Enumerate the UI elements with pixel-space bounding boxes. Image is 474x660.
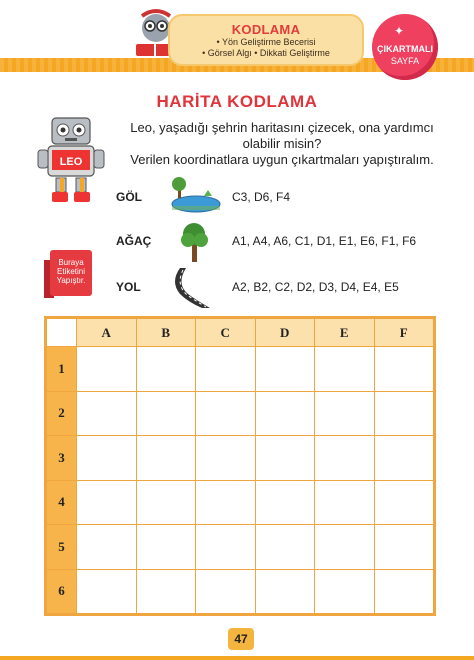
tag-line-2: Etiketini	[56, 267, 85, 276]
legend-coords: A2, B2, C2, D2, D3, D4, E4, E5	[232, 280, 399, 294]
legend-label: YOL	[116, 280, 141, 294]
grid-cell[interactable]	[255, 436, 315, 481]
row-header: 2	[47, 391, 77, 436]
column-header: E	[315, 319, 375, 347]
page-title: HARİTA KODLAMA	[156, 92, 318, 111]
legend-label: AĞAÇ	[116, 234, 152, 248]
column-header: A	[77, 319, 137, 347]
grid-cell[interactable]	[136, 569, 196, 614]
footer-stripe	[0, 656, 474, 660]
instruction-line-1: Leo, yaşadığı şehrin haritasını çizecek, ona yardımcı	[130, 120, 434, 135]
column-header: F	[374, 319, 434, 347]
grid-cell[interactable]	[374, 436, 434, 481]
header-subtitle-1: • Yön Geliştirme Becerisi	[216, 37, 316, 47]
grid-cell[interactable]	[255, 569, 315, 614]
road-icon	[164, 266, 224, 310]
grid-cell[interactable]	[77, 569, 137, 614]
header-banner	[168, 14, 364, 66]
column-header: B	[136, 319, 196, 347]
grid-row	[47, 480, 434, 525]
grid-cell[interactable]	[136, 391, 196, 436]
grid-cell[interactable]	[196, 391, 256, 436]
legend-row-lake	[112, 176, 442, 220]
column-header: C	[196, 319, 256, 347]
grid-cell[interactable]	[374, 525, 434, 570]
grid-cell[interactable]	[315, 347, 375, 392]
tree-icon	[164, 220, 224, 264]
grid-row	[47, 347, 434, 392]
page-number: 47	[228, 628, 254, 650]
row-header: 3	[47, 436, 77, 481]
grid-cell[interactable]	[255, 347, 315, 392]
grid-cell[interactable]	[374, 480, 434, 525]
sticker-title: ÇIKARTMALI	[377, 44, 433, 54]
instruction-line-3: Verilen koordinatlara uygun çıkartmaları yapıştıralım.	[130, 152, 434, 167]
tag-line-3: Yapıştır.	[56, 276, 86, 285]
grid-cell[interactable]	[136, 480, 196, 525]
grid-cell[interactable]	[77, 391, 137, 436]
grid-cell[interactable]	[77, 525, 137, 570]
grid-cell[interactable]	[255, 480, 315, 525]
header-title: KODLAMA	[231, 22, 301, 37]
paste-label-tag	[50, 250, 92, 296]
legend-label: GÖL	[116, 190, 142, 204]
row-header: 5	[47, 525, 77, 570]
legend-coords: C3, D6, F4	[232, 190, 291, 204]
robot-leo-icon	[36, 116, 106, 208]
grid-cell[interactable]	[315, 525, 375, 570]
lake-icon	[164, 176, 224, 220]
grid-cell[interactable]	[196, 347, 256, 392]
grid-cell[interactable]	[77, 480, 137, 525]
grid-cell[interactable]	[374, 347, 434, 392]
grid-cell[interactable]	[196, 436, 256, 481]
grid-cell[interactable]	[196, 569, 256, 614]
coordinate-table	[46, 318, 434, 614]
sparkle-icon: ✦	[394, 24, 405, 38]
grid-cell[interactable]	[136, 436, 196, 481]
column-header-row	[47, 319, 434, 347]
row-header: 4	[47, 480, 77, 525]
grid-cell[interactable]	[196, 525, 256, 570]
grid-cell[interactable]	[315, 391, 375, 436]
grid-row	[47, 391, 434, 436]
grid-row	[47, 436, 434, 481]
row-header: 1	[47, 347, 77, 392]
grid-cell[interactable]	[315, 436, 375, 481]
grid-cell[interactable]	[315, 480, 375, 525]
instructions	[112, 120, 452, 168]
map-grid	[44, 316, 436, 616]
grid-cell[interactable]	[196, 480, 256, 525]
grid-cell[interactable]	[136, 347, 196, 392]
robot-label: LEO	[59, 156, 83, 168]
grid-cell[interactable]	[315, 569, 375, 614]
grid-cell[interactable]	[255, 525, 315, 570]
sticker-subtitle: SAYFA	[390, 56, 420, 66]
grid-corner	[47, 319, 77, 347]
column-header: D	[255, 319, 315, 347]
legend-row-tree	[112, 220, 442, 264]
instruction-line-2: olabilir misin?	[242, 136, 322, 151]
grid-row	[47, 569, 434, 614]
grid-cell[interactable]	[255, 391, 315, 436]
grid-row	[47, 525, 434, 570]
grid-cell[interactable]	[77, 436, 137, 481]
tag-line-1: Buraya	[58, 258, 84, 267]
legend-row-road	[112, 266, 442, 310]
grid-cell[interactable]	[374, 391, 434, 436]
row-header: 6	[47, 569, 77, 614]
grid-cell[interactable]	[77, 347, 137, 392]
grid-cell[interactable]	[374, 569, 434, 614]
sticker-badge	[372, 14, 438, 80]
header-subtitle-2: • Görsel Algı • Dikkati Geliştirme	[202, 48, 330, 58]
grid-cell[interactable]	[136, 525, 196, 570]
legend-coords: A1, A4, A6, C1, D1, E1, E6, F1, F6	[232, 234, 417, 248]
